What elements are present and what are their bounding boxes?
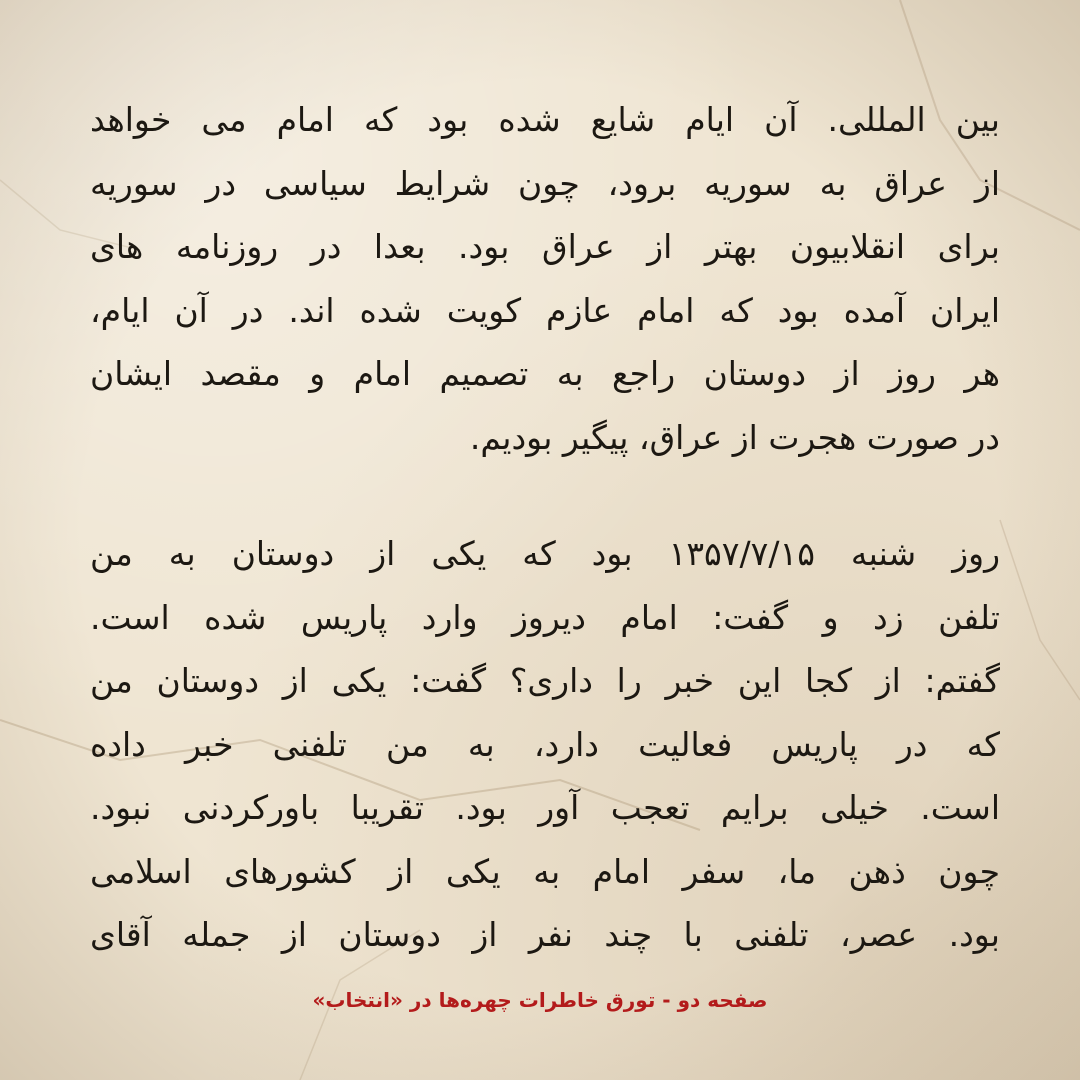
text-line: بین المللی. آن ایام شایع شده بود که امام می خواهد — [90, 100, 1000, 139]
paragraph-spacer — [90, 469, 1000, 522]
text-line: تلفن زد و گفت: امام دیروز وارد پاریس شده است. — [90, 597, 1000, 637]
article-body — [90, 88, 1000, 967]
text-line: برای انقلابیون بهتر از عراق بود. بعدا در روزنامه های — [90, 227, 1000, 266]
text-line: در صورت هجرت از عراق، پیگیر بودیم. — [469, 417, 1000, 457]
paragraph-2 — [90, 522, 1000, 967]
text-line: است. خیلی برایم تعجب آور بود. تقریبا باورکردنی نبود. — [90, 788, 1000, 827]
text-line: روز شنبه ۱۳۵۷/۷/۱۵ بود که یکی از دوستان به من — [90, 534, 1001, 573]
text-line: چون ذهن ما، سفر امام به یکی از کشورهای اسلامی — [90, 851, 1000, 891]
text-line: بود. عصر، تلفنی با چند نفر از دوستان از جمله آقای — [90, 915, 1000, 954]
text-line: از عراق به سوریه برود، چون شرایط سیاسی در سوریه — [90, 163, 1000, 203]
text-line: گفتم: از کجا این خبر را داری؟ گفت: یکی از دوستان من — [90, 661, 1000, 700]
paragraph-1 — [90, 88, 1000, 469]
source-caption: صفحه دو - تورق خاطرات چهره‌ها در «انتخاب» — [312, 988, 768, 1012]
text-line: که در پاریس فعالیت دارد، به من تلفنی خبر داده — [90, 724, 1000, 764]
text-line: هر روز از دوستان راجع به تصمیم امام و مقصد ایشان — [90, 354, 1000, 393]
text-line: ایران آمده بود که امام عازم کویت شده اند. در آن ایام، — [90, 290, 1000, 330]
